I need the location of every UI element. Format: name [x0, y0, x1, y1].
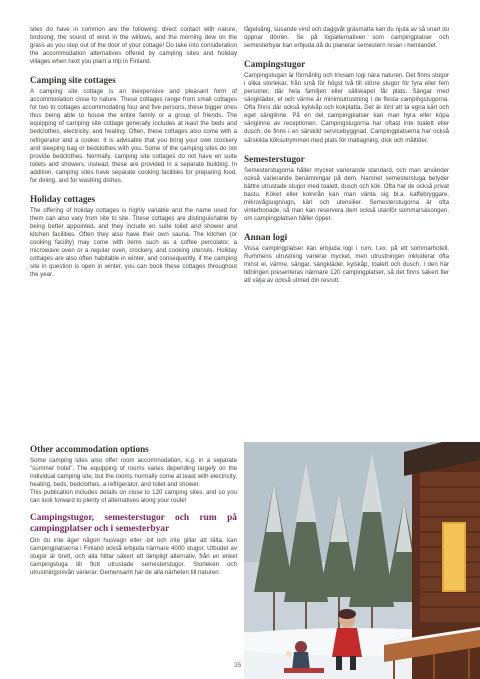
- heading-holiday-cottages: Holiday cottages: [30, 193, 96, 204]
- heading-semesterstugor: Semesterstugor: [244, 153, 305, 164]
- holiday-cottages-paragraph: The offering of holiday cottages is highly variable and the name used for them can also vary from site to site. These cottages are distinguishable by being better appointed, and they include en suite toilet and shower and kitchen facilities. Often they also have their own sauna. The kitchen (or cooking facility) may come with items such as a coffee percolator, a microwave oven or a regular oven, crockery, and cooking utensils. Holiday cottages are also often habitable in winter, and consequently, if the camping site in question is open in winter, you can book these cottages throughout the year.: [30, 206, 237, 279]
- winter-cottage-photo: [244, 442, 480, 679]
- campingstugor-paragraph: Campingstugan är förmånlig och trivsam logi nära naturen. Det finns stugor i olika storlekar, från små för högst två till större stugor för fyra eller fem personer, där hela familjen eller sällskapet får plats. Sängar med sängkläder, el och värme är minimiutrustning i de flesta campingstugorna. Ofta finns där också kylskåp och kokplatta. Det är lönt att ta egna kärl och eget sänglinne. På en del campingplatser kan man hyra eller köpa sänglinne av receptionen. Campingstugorna har oftast inte toalett eller dusch; de finns i en särskild servicebyggnad. Campingplatserna har också särskilda köksutrymmen med plats för matlagning, disk och måltider.: [244, 72, 449, 144]
- heading-other-accommodation: Other accommodation options: [30, 444, 149, 454]
- right-column: [244, 26, 449, 285]
- annan-logi-paragraph: Vissa campingplatser kan erbjuda logi i rum, t.ex. på ett sommarhotell. Rummens utrustning varierar mycket, men utrustningen inkluderar ofta minst el, värme, sängar, sängkläder, kylskåp, toalett och dusch. I den här tidningen presenteras närmare 120 campingplatser, så det finns säkert fler att välja av också utmed din resrutt.: [244, 244, 449, 285]
- heading-campingstugor: Campingstugor: [244, 59, 306, 70]
- camping-cottages-paragraph: A camping site cottage is an inexpensive and pleasant form of accommodation close to nature. These cottages range from small cottages for two to cottages accommodating four and five persons, these bigger ones thus being able to house the entire family or a group of friends. The equipping of camping site cottage generally includes at least the beds and bedclothes, electricity, and heating. Often, these cottages also come with a refrigerator and a cooker. It is advisable that you bring your own crockery and sleeping bag or bedclothes with you. Some of the camping sites do not provide bedclothes. Normally, camping site cottages do not have en suite toilets and showers; instead, these are provided in a separate building. In addition, camping sites have separate cooking facilities for preparing food, for dining, and for washing dishes.: [30, 88, 237, 184]
- winter-scene-illustration: [244, 442, 480, 679]
- page-number: 35: [234, 662, 242, 669]
- heading-swedish-section: Campingstugor, semesterstugor och rum på campingplatser och i semesterbyar: [30, 513, 237, 535]
- left-column: [30, 26, 237, 279]
- swedish-intro-paragraph: Om du inte äger någon husvagn eller -bil och inte gillar att tälta, kan campingplatserna i Finland också erbjuda närmare 4000 stugor. Utbudet av stugor är brett, och alla hittar säkert ett lämpligt alternativ, från en enkel campingstuga till flott utrustade semesterstugor. Storleken och utrustningsnivån varierar. Gemensamt har de alla närheten till naturen:: [30, 537, 237, 577]
- intro-paragraph-sv: fågelsång, susande vind och daggvåt gräsmatta kan du njuta av så snart du öppnar dörren. Se på logialternativen som campingplatser och semesterbyar kan erbjuda då du planerar semestern resan i hemlandet.: [244, 26, 449, 50]
- intro-paragraph-en: sites do have in common are the following: direct contact with nature, birdsong, the sound of wind in the willows, and the morning dew on the grass as you step out of the door of your cottage! Do take into consideration the accommodation alternatives offered by camping sites and holiday villages when next you plant a trip in Finland.: [30, 26, 237, 66]
- semesterstugor-paragraph: Semesterstugorna håller mycket varierande standard, och man använder också varierande benämningar på dem. Namnet semesterstuga betyder bättre utrustade stugor med toalett, dusch och kök. Ofta har de också privat bastu. Köket eller kokvrån kan man vänta sig bl.a. kaffebryggare, mikrovågsugn/ugn, kärl och utensilier. Semesterstugorna är ofta vinterbonade, så man kan reservera dem också utanför sommarsäsongen, om campingplatsen håller öppet.: [244, 166, 449, 222]
- bottom-left-column: [30, 444, 237, 578]
- other-accommodation-paragraph-2: This publication includes details on close to 120 camping sites, and so you can look forward to plenty of alternatives along your route!: [30, 489, 237, 505]
- heading-annan-logi: Annan logi: [244, 231, 288, 242]
- other-accommodation-paragraph: Some camping sites also offer room accommodation, e.g. in a separate "summer hotel". The equipping of rooms varies depending largely on the individual camping site, but the rooms normally come at least with electricity, heating, beds, bedclothes, a refrigerator, and toilet and shower.: [30, 457, 237, 489]
- heading-camping-site-cottages: Camping site cottages: [30, 75, 116, 86]
